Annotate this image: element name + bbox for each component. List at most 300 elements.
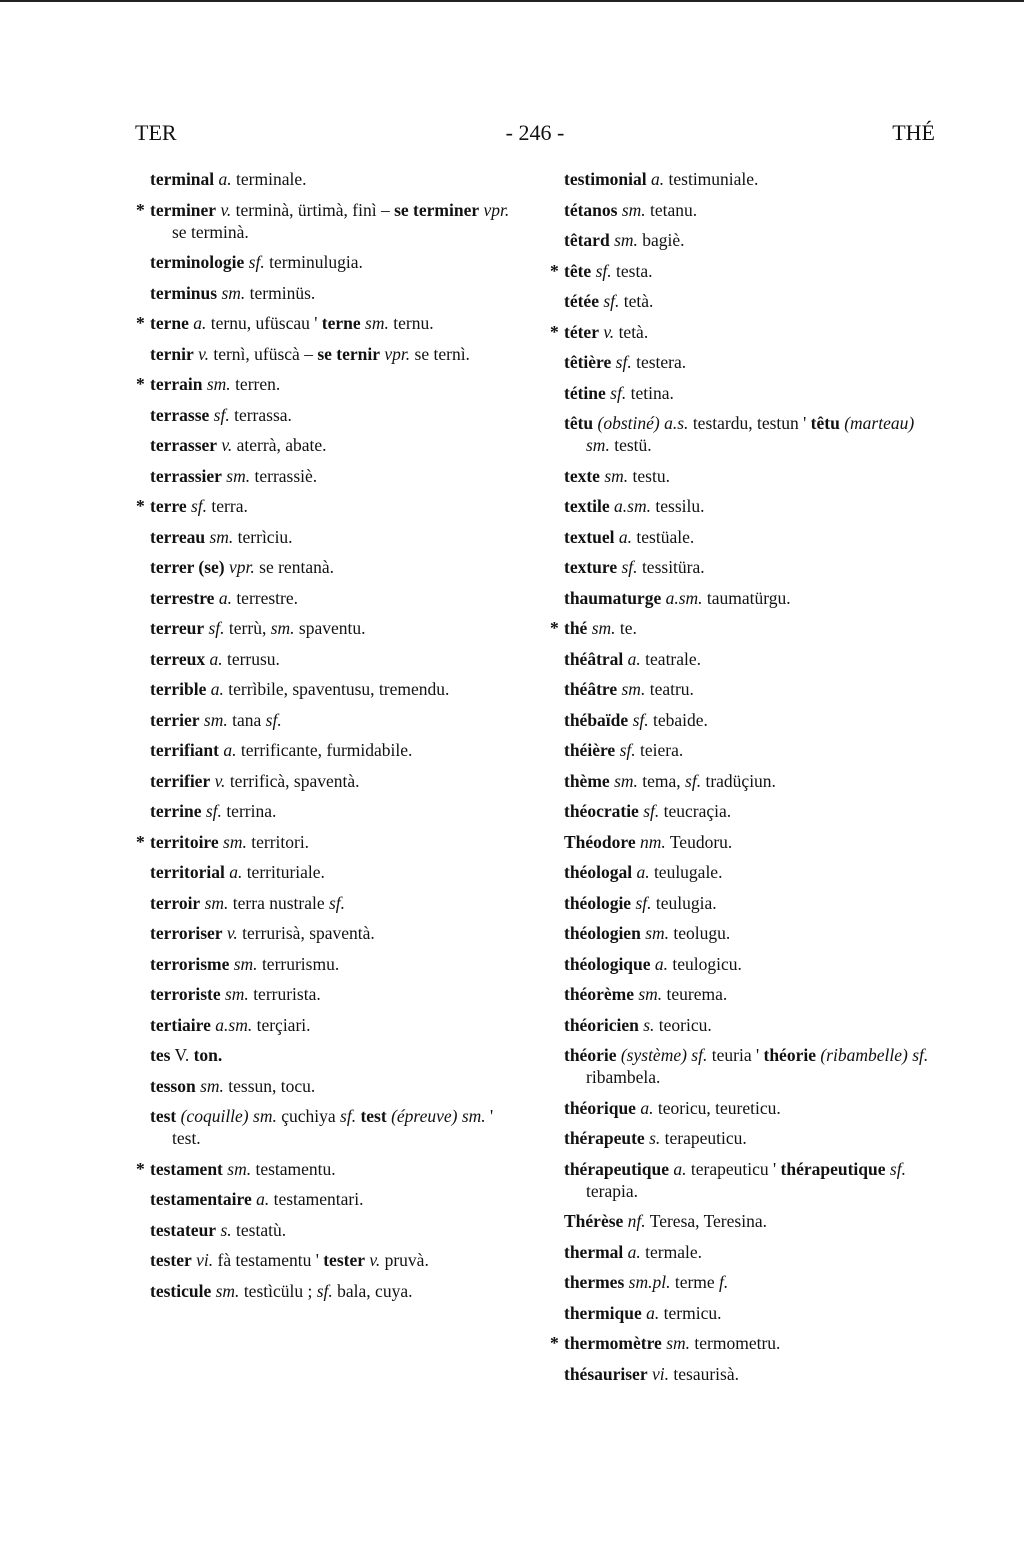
entry-term: tétée [564,291,599,311]
entry-gram: vpr. [483,199,510,220]
entry-term: thermique [564,1302,642,1323]
entry-term: terminus [150,282,218,303]
entry-gram: sm. [233,953,258,974]
entry-def: teoricu. [658,1014,712,1035]
entry-term: ton. [193,1045,223,1065]
entry-qual: sf. [328,892,346,913]
entry-term: terroriste [150,984,221,1004]
entry-term: théoricien [564,1014,639,1035]
dictionary-entry [150,251,525,273]
entry-gram: a. [210,679,224,699]
entry-def: teuria ' [711,1045,760,1065]
entry-def: terrassa. [234,404,292,425]
entry-def: ' [490,1106,494,1126]
entry-gram: vi. [651,1363,669,1384]
page-top-border [0,0,1024,2]
entry-def: spaventu. [298,618,366,638]
entry-gram: a. [651,169,665,189]
entry-term: terminologie [150,252,245,272]
entry-def: terrusu. [226,648,280,669]
entry-term: théorème [564,984,634,1004]
dictionary-entry [564,412,936,456]
entry-qual: sf. [340,1106,357,1126]
entry-qual: f. [719,1272,729,1292]
entry-term: têtu [564,413,594,433]
right-column [550,168,936,1393]
entry-gram: a. [218,169,232,189]
entry-gram: (marteau) sm. [586,413,915,455]
entry-def: teoricu, teureticu. [657,1097,781,1118]
entry-def: teiera. [640,740,684,760]
entry-gram: v. [214,770,226,791]
entry-gram: a. [627,1241,641,1262]
dictionary-entry [150,922,525,944]
entry-term: terreur [150,618,205,638]
entry-def: terra nustrale [232,892,325,913]
entry-gram: a. [218,587,232,608]
entry-gram: vpr. [384,343,411,364]
entry-asterisk-marker: * [550,618,559,638]
entry-def: aterrà, abate. [236,435,327,455]
entry-def: tetà. [623,291,654,311]
left-column [136,168,525,1310]
entry-gram: sm. [591,618,616,638]
entry-term: théâtral [564,648,624,669]
dictionary-entry [150,648,525,670]
dictionary-entry [150,892,525,914]
entry-gram: a. [209,648,223,669]
entry-gram: sm. [203,709,228,730]
entry-gram: v. [369,1250,381,1270]
entry-def: terme [674,1272,715,1292]
entry-def: fà testamentu ' [217,1250,319,1270]
entry-gram: v. [221,435,233,455]
entry-term: terrasser [150,435,218,455]
entry-gram: sm. [614,770,638,791]
dictionary-entry [564,168,936,190]
entry-gram: sf. [621,557,638,577]
entry-gram: sm. [666,1333,691,1353]
entry-term: textile [564,496,610,516]
entry-gram: vpr. [229,557,255,577]
dictionary-entry [150,678,525,700]
entry-gram: nf. [627,1211,646,1231]
dictionary-entry [150,587,525,609]
entry-def: teulugale. [653,862,723,882]
entry-term: thermal [564,1241,624,1262]
dictionary-entry [564,983,936,1005]
entry-def: terrina. [226,801,277,821]
entry-term: testament [150,1158,223,1179]
dictionary-entry [564,1097,936,1119]
dictionary-entry [136,312,525,334]
dictionary-entry [564,229,936,251]
entry-def: terrìciu. [237,526,293,547]
entry-term: thérapeute [564,1128,645,1148]
entry-gram: a. [256,1189,270,1209]
dictionary-entry [564,1210,936,1232]
entry-term: textuel [564,526,615,547]
entry-term: tester [323,1250,366,1270]
entry-def: testimuniale. [668,169,759,189]
entry-gram: sm. [204,892,229,913]
dictionary-entry [150,1249,525,1271]
entry-gram: (épreuve) sm. [391,1106,486,1126]
entry-def: tebaide. [653,709,708,730]
entry-term: théologie [564,892,632,913]
entry-def: ternì, ufüscà – [213,343,313,364]
entry-def: V. [174,1045,190,1065]
entry-def: testu. [632,465,670,486]
dictionary-entry [136,373,525,395]
entry-gram: sf. [603,291,620,311]
dictionary-entry [564,1044,936,1088]
entry-term: thérapeutique [564,1158,669,1179]
entry-def: ternu. [393,313,434,333]
entry-gram: sm. [223,831,247,852]
entry-term: thé [564,618,588,638]
entry-gram: a.sm. [614,496,651,516]
entry-gram: sm. [209,526,234,547]
entry-term: territoire [150,831,219,852]
dictionary-entry [564,1127,936,1149]
entry-term: terminal [150,169,215,189]
entry-def: terminulugia. [269,252,363,272]
entry-gram: sm.pl. [628,1272,671,1292]
entry-gram: a. [673,1158,687,1179]
entry-def: testü. [614,435,652,455]
dictionary-entry [564,861,936,883]
entry-gram: sm. [215,1280,240,1301]
entry-def: se terminà. [172,221,249,242]
dictionary-entry [150,983,525,1005]
entry-def: terrurismu. [261,953,340,974]
entry-term: terrifier [150,770,211,791]
entry-term: thébaïde [564,709,629,730]
entry-gram: a. [646,1302,660,1323]
dictionary-entry [150,343,525,365]
entry-def: testera. [636,352,687,372]
entry-gram: sm. [614,230,638,250]
entry-def: Teudoru. [669,831,733,852]
entry-asterisk-marker: * [136,313,145,333]
entry-gram: sm. [221,282,246,303]
entry-def: terrassiè. [254,465,318,486]
entry-def: Teresa, Teresina. [649,1211,767,1231]
entry-gram: a. [636,862,650,882]
entry-def: çuchiya [281,1106,336,1126]
entry-def: bala, cuya. [337,1280,413,1301]
entry-def: terminüs. [249,282,316,303]
entry-term: test [360,1106,387,1126]
dictionary-entry [150,282,525,304]
entry-def: terapeuticu. [664,1128,747,1148]
entry-gram: sf. [632,709,649,730]
entry-gram: sf. [190,496,208,516]
entry-def: terren. [235,374,281,394]
dictionary-entry [564,739,936,761]
entry-def: terminale. [236,169,307,189]
dictionary-entry [150,465,525,487]
entry-gram: sf. [248,252,265,272]
entry-term: Thérèse [564,1211,624,1231]
entry-term: têtu [810,413,840,433]
entry-gram: a. [627,648,641,669]
page-header [135,120,935,150]
entry-term: terne [321,313,361,333]
entry-term: thermes [564,1272,625,1292]
dictionary-entry [564,1158,936,1202]
dictionary-entry [150,1014,525,1036]
entry-gram: sf. [208,618,225,638]
entry-gram: sm. [621,679,646,699]
entry-term: tester [150,1250,192,1270]
entry-gram: sm. [621,199,646,220]
entry-def: teulogicu. [672,953,742,974]
entry-term: théocratie [564,801,639,821]
entry-term: tétanos [564,199,618,220]
entry-def: pruvà. [384,1250,429,1270]
dictionary-entry [150,1280,525,1302]
entry-asterisk-marker: * [550,260,559,281]
dictionary-entry [564,495,936,517]
dictionary-entry [150,1188,525,1210]
dictionary-entry [550,260,936,282]
entry-def: testìcülu ; [243,1280,313,1301]
dictionary-entry [564,953,936,975]
dictionary-entry [136,1158,525,1180]
entry-def: bagiè. [642,230,685,250]
dictionary-entry [150,1044,525,1066]
entry-gram: sm. [645,923,670,943]
dictionary-entry [136,831,525,853]
entry-term: terne [150,313,189,333]
dictionary-entry [550,321,936,343]
entry-def: terçiari. [256,1014,311,1035]
entry-def: terrurisà, spaventà. [242,923,375,943]
dictionary-entry [564,1241,936,1263]
header-right-guide-word: THÉ [892,120,935,145]
entry-def: ternu, ufüscau ' [210,313,318,333]
entry-gram: sf. [610,382,627,403]
entry-gram: v. [226,923,238,943]
entry-term: théologal [564,862,633,882]
entry-def: terrìbile, spaventusu, tremendu. [228,679,450,699]
entry-gram: a. [618,526,633,547]
entry-def: tradüçiun. [705,770,776,791]
entry-term: terroriser [150,923,223,943]
dictionary-entry [564,800,936,822]
entry-term: Théodore [564,831,636,852]
entry-gram: (obstiné) a.s. [597,413,689,433]
dictionary-entry [564,351,936,373]
entry-term: test [150,1106,177,1126]
entry-gram: s. [220,1219,232,1240]
entry-def: ribambela. [586,1067,661,1087]
entry-term: ternir [150,343,194,364]
entry-gram: sm. [638,984,663,1004]
entry-term: terrer (se) [150,557,225,577]
entry-term: texture [564,557,618,577]
entry-def: testardu, testun ' [692,413,807,433]
entry-term: terrine [150,801,202,821]
dictionary-entry [150,800,525,822]
dictionary-entry [136,495,525,517]
entry-gram: a. [654,953,669,974]
entry-gram: sf. [619,740,636,760]
entry-def: tetà. [618,321,649,342]
entry-gram: a. [193,313,207,333]
entry-term: se terminer [394,199,480,220]
entry-def: termicu. [663,1302,722,1323]
entry-gram: (ribambelle) sf. [820,1045,929,1065]
entry-gram: sf. [595,260,612,281]
entry-def: teurema. [666,984,728,1004]
dictionary-entry [564,465,936,487]
entry-gram: sf. [615,352,632,372]
dictionary-entry [150,953,525,975]
entry-term: théâtre [564,679,618,699]
entry-def: se ternì. [414,343,470,364]
dictionary-entry [136,199,525,243]
entry-gram: v. [198,343,209,364]
entry-term: tétine [564,382,606,403]
dictionary-entry [564,770,936,792]
entry-asterisk-marker: * [550,321,559,342]
dictionary-entry [564,709,936,731]
entry-gram: sm. [224,984,249,1004]
entry-gram: sf. [635,892,652,913]
entry-def: terrificante, furmidabile. [240,740,413,760]
entry-gram: v. [603,321,615,342]
dictionary-entry [564,199,936,221]
entry-term: tes [150,1045,171,1065]
entry-asterisk-marker: * [550,1333,559,1353]
entry-term: terrible [150,679,207,699]
entry-asterisk-marker: * [136,374,145,394]
entry-def: terra. [211,496,248,516]
dictionary-entry [564,290,936,312]
entry-asterisk-marker: * [136,831,145,852]
entry-term: théologien [564,923,641,943]
entry-term: terrassier [150,465,222,486]
entry-term: téter [564,321,599,342]
entry-gram: a.sm. [215,1014,253,1035]
entry-gram: a. [223,740,237,760]
entry-def: tessun, tocu. [228,1075,316,1096]
entry-term: testicule [150,1280,212,1301]
entry-term: thésauriser [564,1363,648,1384]
dictionary-entry [150,1219,525,1241]
entry-term: texte [564,465,600,486]
entry-def: teucraçia. [663,801,732,821]
entry-def: tessitüra. [641,557,705,577]
dictionary-entry [150,617,525,639]
entry-term: terrier [150,709,200,730]
entry-def: tesaurisà. [673,1363,739,1384]
entry-gram: sm. [226,465,251,486]
entry-gram: s. [649,1128,661,1148]
entry-def: tetina. [630,382,674,403]
entry-term: théorie [564,1045,617,1065]
entry-gram: sf. [205,801,222,821]
entry-term: terrorisme [150,953,230,974]
entry-term: thème [564,770,610,791]
entry-def: terrificà, spaventà. [229,770,360,791]
dictionary-entry [564,678,936,700]
entry-term: testimonial [564,169,647,189]
entry-term: tesson [150,1075,196,1096]
entry-def: test. [172,1128,201,1148]
dictionary-entry [564,382,936,404]
entry-def: taumatürgu. [706,587,791,608]
entry-term: testateur [150,1219,217,1240]
entry-term: terrestre [150,587,215,608]
entry-term: testamentaire [150,1189,252,1209]
dictionary-entry [150,404,525,426]
entry-term: se ternir [317,343,381,364]
dictionary-entry [564,1363,936,1385]
entry-term: terroir [150,892,201,913]
entry-def: testa. [616,260,653,281]
entry-def: se rentanà. [259,557,334,577]
dictionary-entry [150,739,525,761]
entry-term: têtière [564,352,612,372]
dictionary-entry [564,587,936,609]
entry-gram: nm. [640,831,666,852]
dictionary-entry [150,526,525,548]
dictionary-entry [564,922,936,944]
entry-term: terreux [150,648,206,669]
entry-term: théorie [763,1045,816,1065]
entry-def: terrurista. [253,984,321,1004]
entry-term: terminer [150,199,217,220]
entry-term: territorial [150,862,225,882]
entry-def: termometru. [694,1333,781,1353]
dictionary-entry [564,526,936,548]
entry-term: thérapeutique [780,1158,886,1179]
entry-term: têtard [564,230,610,250]
header-left-guide-word: TER [135,120,177,145]
dictionary-entry [564,1271,936,1293]
dictionary-entry [150,1105,525,1149]
entry-def: terrestre. [236,587,299,608]
dictionary-entry [564,556,936,578]
entry-asterisk-marker: * [136,1158,145,1179]
entry-gram: sm. [200,1075,224,1096]
entry-gram: sm. [206,374,231,394]
entry-term: terrifiant [150,740,219,760]
dictionary-entry [150,556,525,578]
entry-term: théologique [564,953,651,974]
entry-def: termale. [645,1241,703,1262]
entry-gram: sm. [365,313,389,333]
dictionary-entry [564,648,936,670]
entry-def: teatrale. [645,648,702,669]
dictionary-entry [150,709,525,731]
entry-term: thermomètre [564,1333,662,1353]
entry-gram: a. [229,862,243,882]
entry-gram: s. [643,1014,655,1035]
entry-def: tana [232,709,262,730]
entry-def: territori. [251,831,310,852]
entry-qual: sf. [265,709,282,730]
entry-gram: sf. [889,1158,906,1179]
entry-gram: (coquille) sm. [180,1106,277,1126]
entry-def: testamentari. [273,1189,364,1209]
entry-term: tertiaire [150,1014,211,1035]
page-number: - 246 - [505,120,565,145]
